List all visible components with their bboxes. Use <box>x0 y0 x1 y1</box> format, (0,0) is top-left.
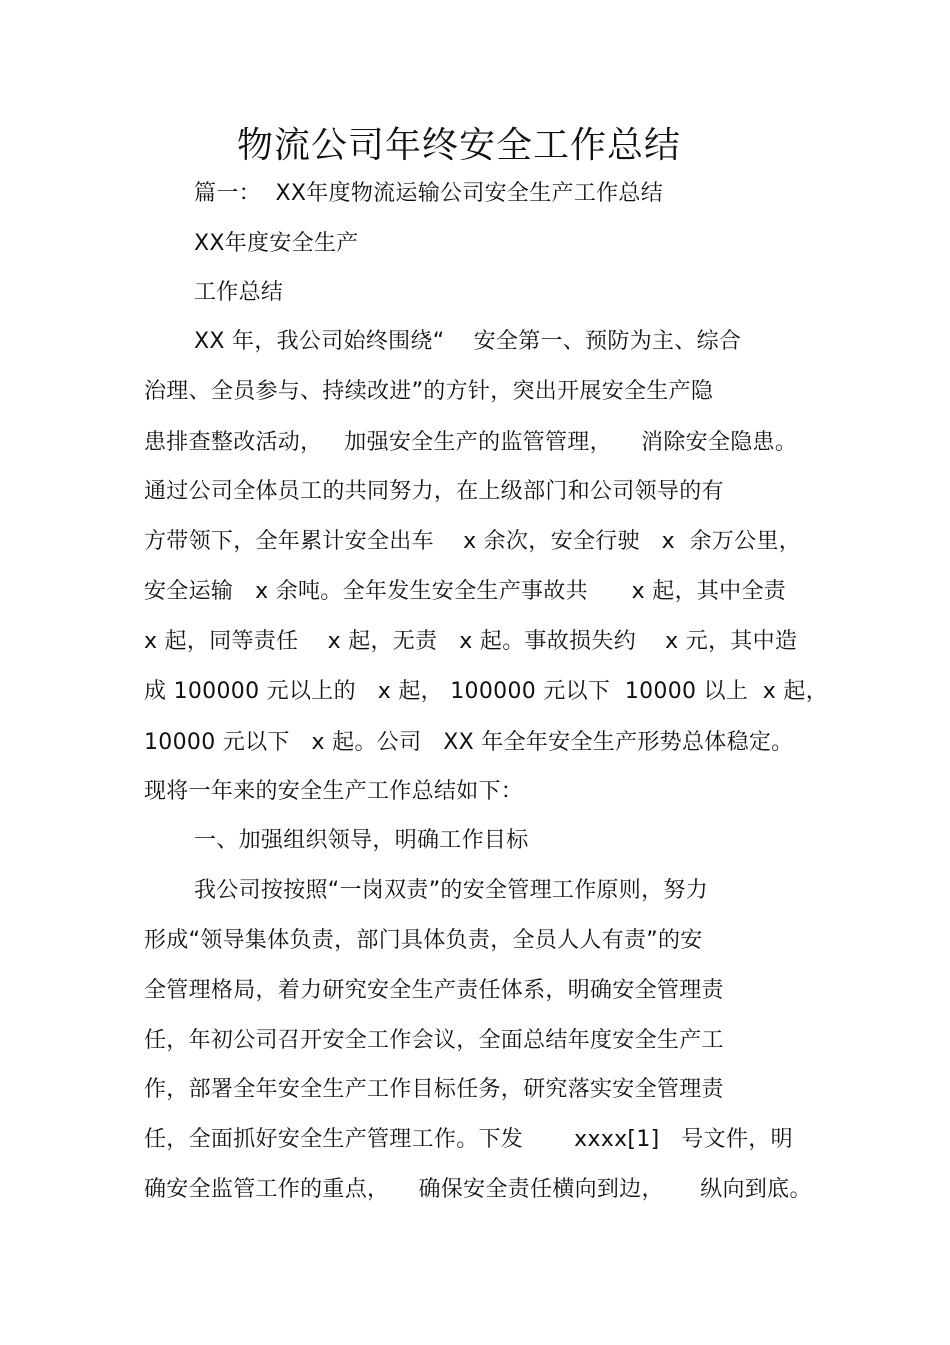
text-line: 通过公司全体员工的共同努力，在上级部门和公司领导的有 <box>144 479 724 504</box>
text-line: XX年度安全生产 <box>194 231 359 256</box>
text-line: 成 100000 元以上的 x 起， 100000 元以下 10000 以上 x 起， <box>144 679 828 704</box>
text-line: 全管理格局，着力研究安全生产责任体系，明确安全管理责 <box>144 978 724 1003</box>
text-line: 安全运输 x 余吨。全年发生安全生产事故共 x 起，其中全责 <box>144 579 787 604</box>
text-line: 患排查整改活动， 加强安全生产的监管管理， 消除安全隐患。 <box>144 430 798 455</box>
text-line: 方带领下，全年累计安全出车 x 余次，安全行驶 x 余万公里， <box>144 529 802 554</box>
text-line: 任，全面抓好安全生产管理工作。下发 xxxx[1] 号文件，明 <box>144 1127 793 1152</box>
text-line: 现将一年来的安全生产工作总结如下： <box>144 779 524 804</box>
text-line: 我公司按按照“一岗双责”的安全管理工作原则，努力 <box>194 878 708 903</box>
text-line: 10000 元以下 x 起。公司 XX 年全年安全生产形势总体稳定。 <box>144 730 794 755</box>
text-line: 形成“领导集体负责，部门具体负责，全员人人有责”的安 <box>144 928 703 953</box>
text-line: 工作总结 <box>194 280 284 305</box>
text-line: 篇一： XX年度物流运输公司安全生产工作总结 <box>194 181 664 206</box>
section-heading: 一、加强组织领导，明确工作目标 <box>194 828 529 853</box>
text-line: 治理、全员参与、持续改进”的方针，突出开展安全生产隐 <box>144 379 714 404</box>
text-line: 确安全监管工作的重点， 确保安全责任横向到边， 纵向到底。 <box>144 1177 812 1202</box>
text-line: XX 年，我公司始终围绕“ 安全第一、预防为主、综合 <box>194 329 742 354</box>
document-title: 物流公司年终安全工作总结 <box>236 125 681 166</box>
text-line: 任，年初公司召开安全工作会议，全面总结年度安全生产工 <box>144 1028 724 1053</box>
text-line: 作，部署全年安全生产工作目标任务，研究落实安全管理责 <box>144 1077 724 1102</box>
text-line: x 起，同等责任 x 起，无责 x 起。事故损失约 x 元，其中造 <box>144 629 798 654</box>
